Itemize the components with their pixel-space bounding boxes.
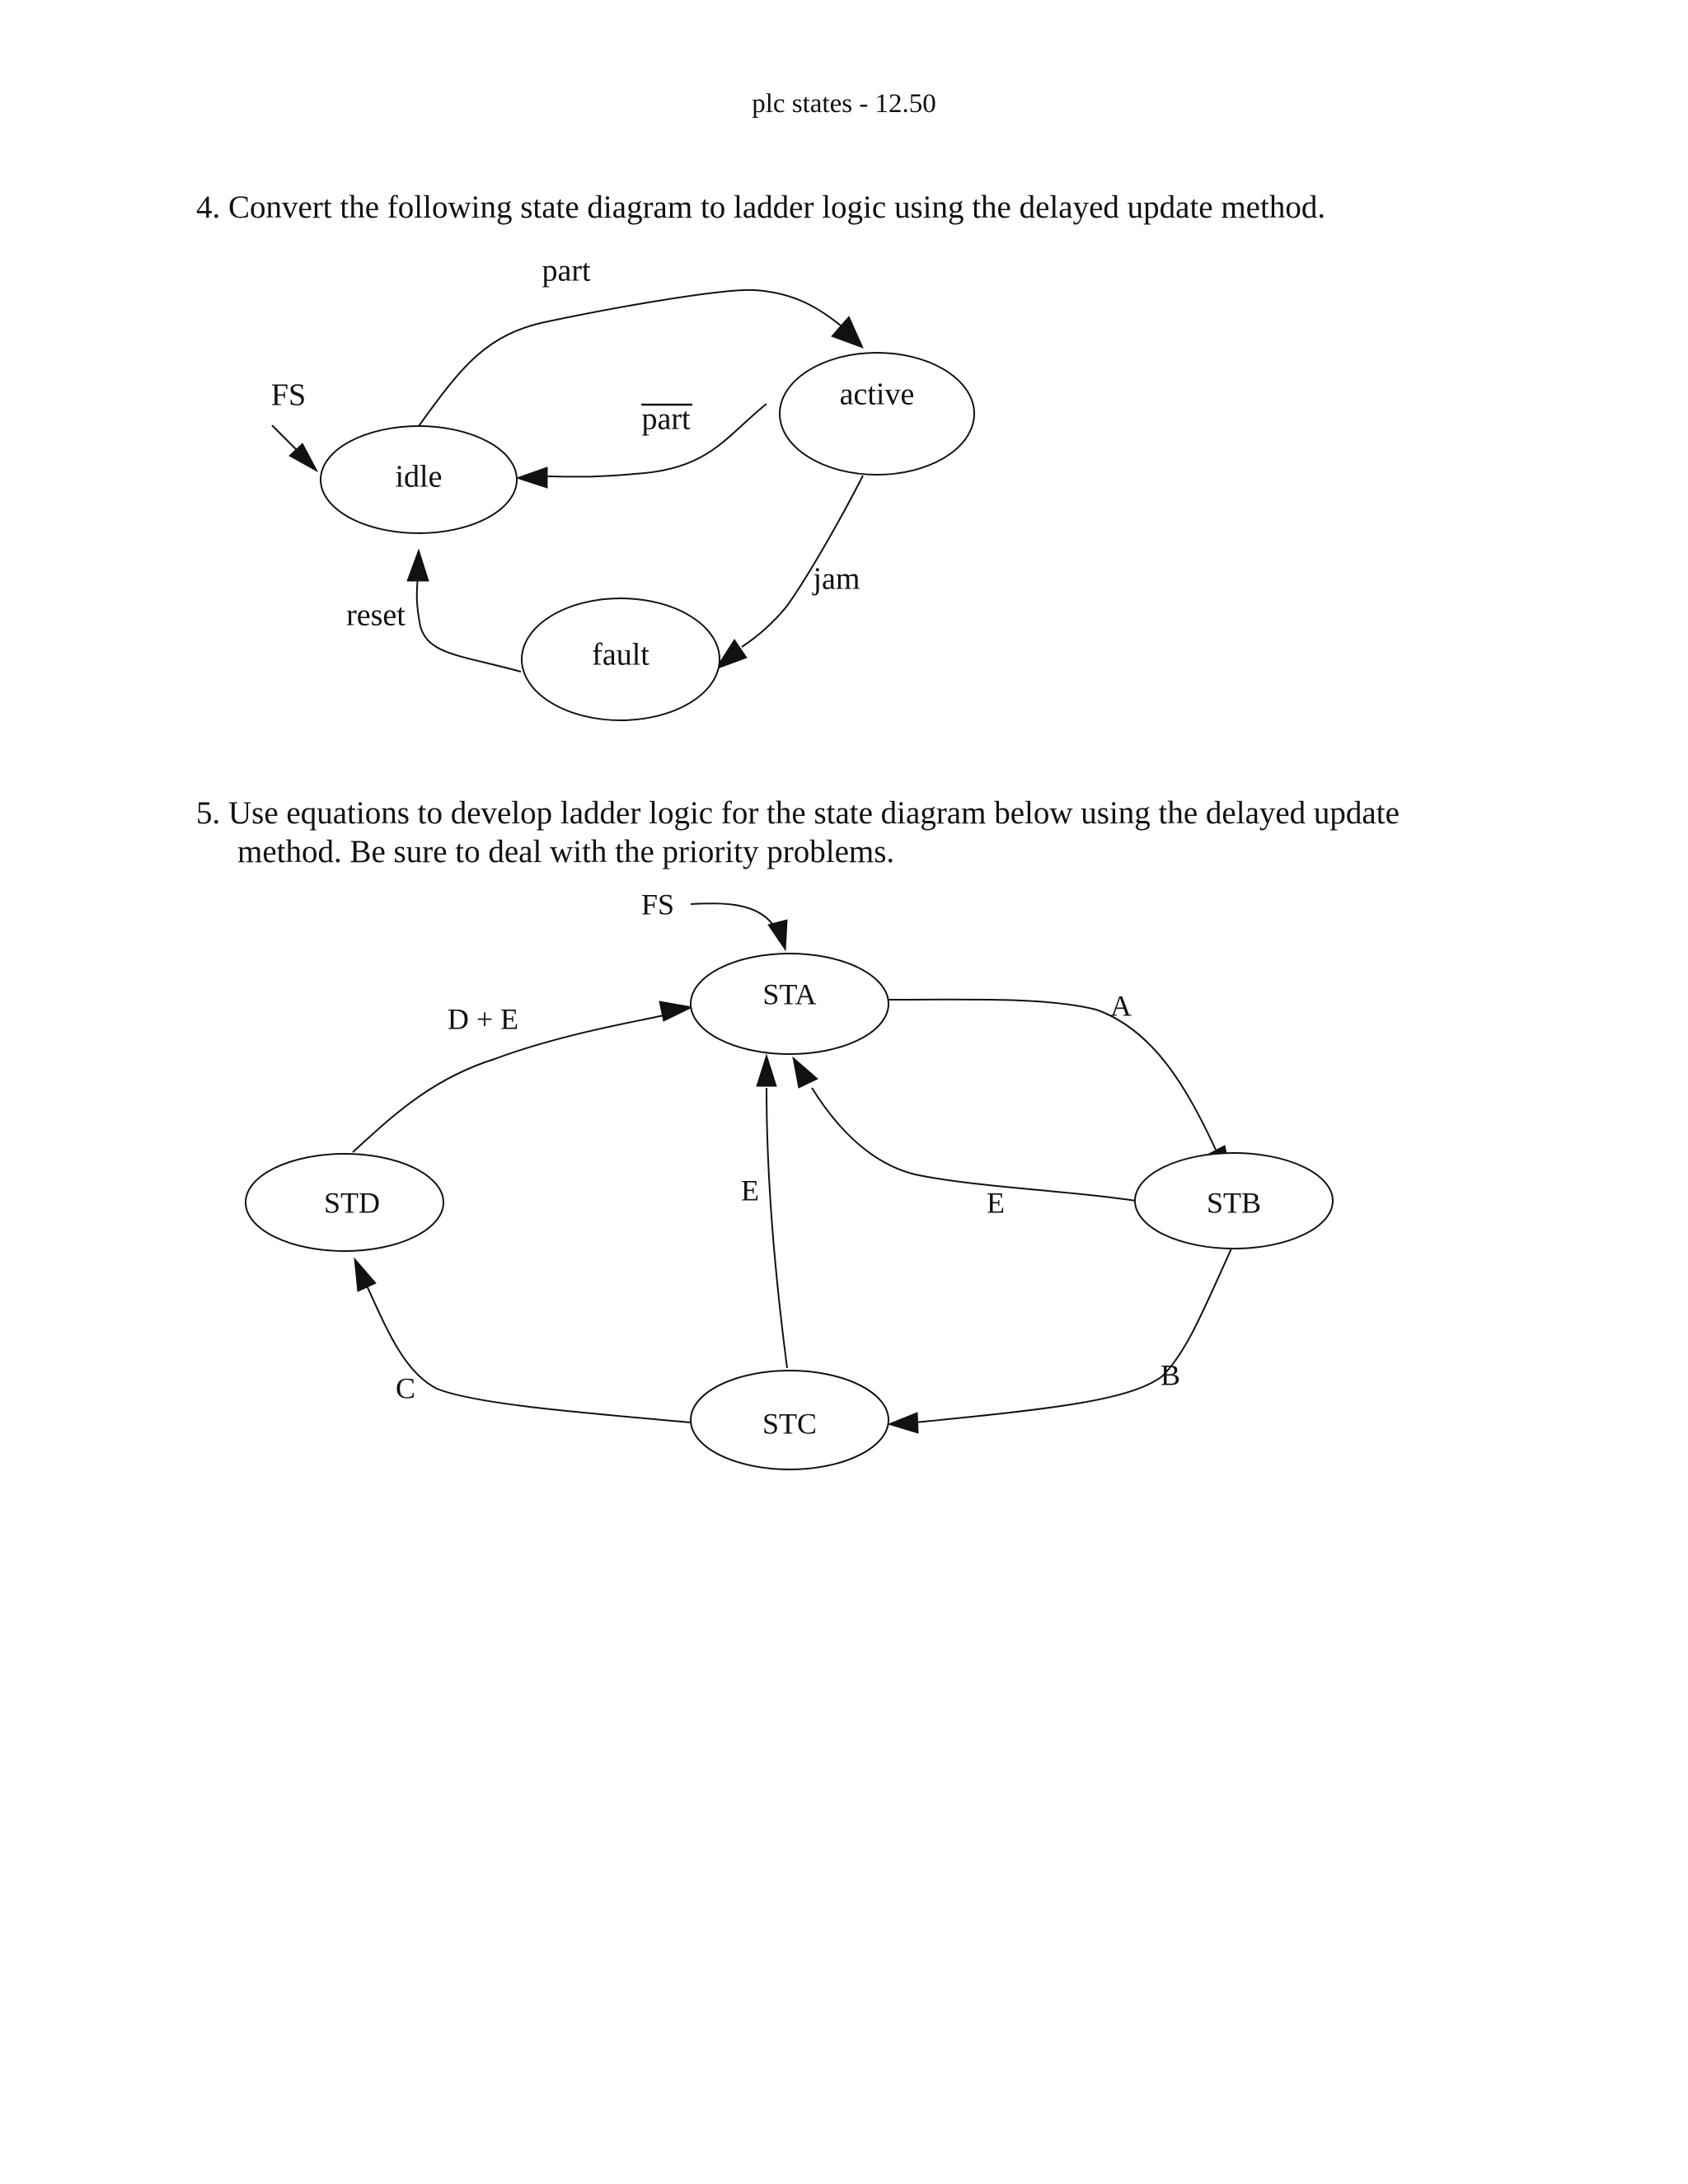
transition-label-e-stc: E xyxy=(741,1174,759,1207)
edge-stb-to-sta xyxy=(812,1088,1136,1201)
transition-label-a: A xyxy=(1110,989,1132,1023)
arrowhead-stb-to-sta xyxy=(793,1057,818,1088)
arrowhead-stc-to-sta xyxy=(757,1055,776,1086)
state-std xyxy=(246,1154,443,1251)
arrowhead-stc-to-std xyxy=(354,1258,376,1291)
state-fault-label: fault xyxy=(592,637,649,673)
state-stc-label: STC xyxy=(762,1407,818,1441)
state-stc xyxy=(691,1371,889,1469)
arrowhead-initial-sta xyxy=(768,920,787,950)
diagram-q4 xyxy=(271,254,974,720)
transition-label-not-part: part xyxy=(641,401,691,437)
arrowhead-active-to-idle xyxy=(517,467,547,488)
arrowhead-fault-to-idle xyxy=(407,550,429,581)
state-std-label: STD xyxy=(323,1186,381,1220)
transition-label-b: B xyxy=(1160,1358,1181,1392)
transition-label-e-stb: E xyxy=(987,1186,1005,1220)
edge-std-to-sta xyxy=(353,1015,663,1152)
initial-state-label: FS xyxy=(270,377,307,413)
state-idle-label: idle xyxy=(395,459,443,494)
state-active xyxy=(780,353,974,475)
state-stb-label: STB xyxy=(1206,1186,1262,1220)
edge-sta-to-stb xyxy=(889,1000,1216,1150)
initial-state-label-q5: FS xyxy=(640,888,675,921)
edge-initial-sta xyxy=(691,903,775,927)
state-sta-label: STA xyxy=(762,977,817,1011)
state-stb xyxy=(1135,1153,1333,1249)
edge-stc-to-sta xyxy=(767,1088,787,1368)
state-sta xyxy=(691,954,889,1054)
arrowhead-std-to-sta xyxy=(659,1001,692,1021)
transition-label-part: part xyxy=(542,253,591,288)
diagram-q5 xyxy=(246,888,1333,1469)
arrowhead-active-to-fault xyxy=(715,640,747,669)
edge-fault-to-idle xyxy=(417,577,521,672)
transition-label-reset: reset xyxy=(346,598,406,633)
question-5-line-1: 5. Use equations to develop ladder logic for the state diagram below using the delayed update xyxy=(196,795,1400,831)
transition-label-d-plus-e: D + E xyxy=(447,1002,519,1036)
state-idle xyxy=(321,426,517,533)
arrowhead-stc-entry xyxy=(889,1413,918,1433)
state-active-label: active xyxy=(839,377,915,412)
page-header: plc states - 12.50 xyxy=(752,89,936,119)
question-4-text: 4. Convert the following state diagram to ladder logic using the delayed update method. xyxy=(196,190,1326,225)
state-fault xyxy=(522,598,720,720)
transition-label-c: C xyxy=(395,1371,416,1405)
question-5-line-2: method. Be sure to deal with the priority problems. xyxy=(237,834,895,869)
transition-label-jam: jam xyxy=(813,561,860,597)
edge-idle-to-active xyxy=(419,290,841,426)
edge-stb-to-stc xyxy=(915,1249,1231,1422)
edge-initial-idle xyxy=(272,425,298,452)
